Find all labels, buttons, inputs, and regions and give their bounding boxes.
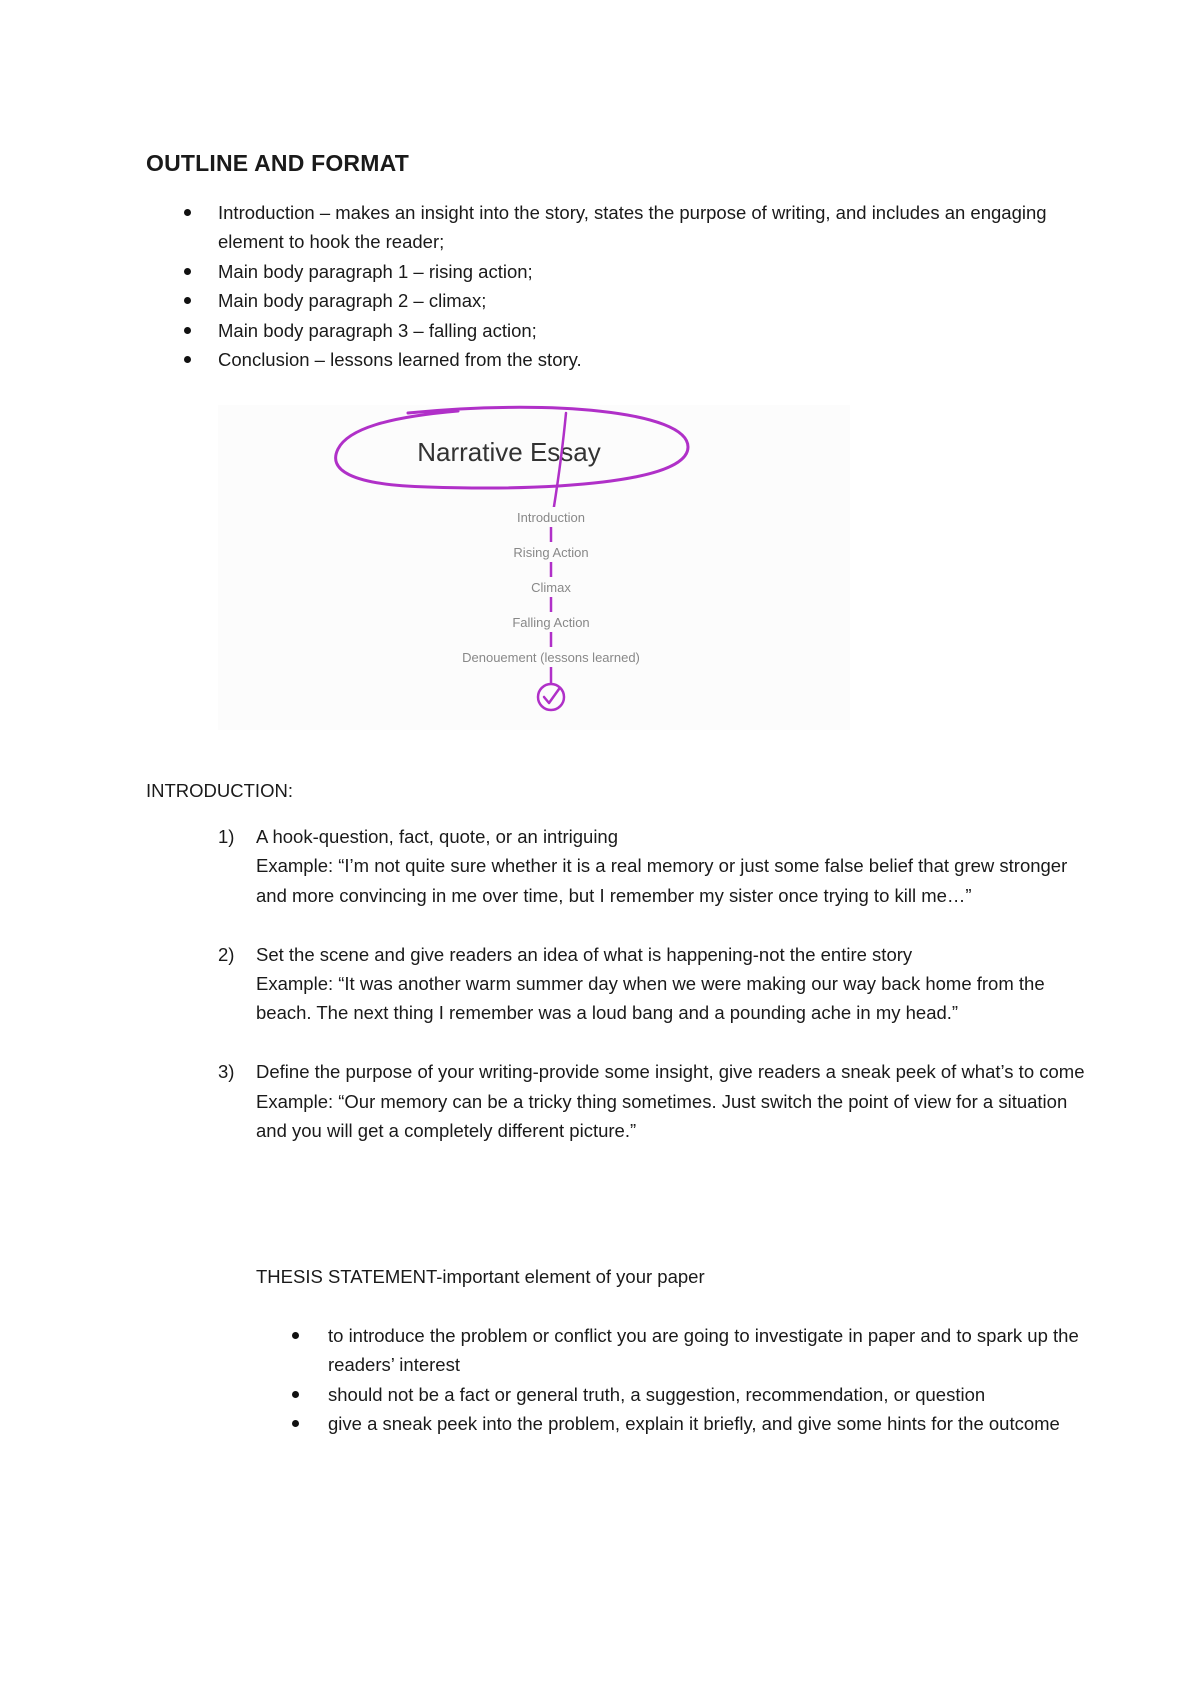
diagram-svg — [218, 405, 850, 730]
diagram-step: Rising Action — [513, 545, 589, 560]
list-item: to introduce the problem or conflict you are going to investigate in paper and to spark up the readers’ interest — [256, 1321, 1086, 1380]
narrative-essay-diagram — [218, 405, 850, 730]
thesis-title: THESIS STATEMENT-important element of your paper — [256, 1266, 705, 1287]
intro-list — [146, 822, 1086, 1175]
item-text: A hook-question, fact, quote, or an intriguing — [256, 826, 619, 847]
list-item: Conclusion – lessons learned from the story. — [146, 345, 1076, 374]
list-item: give a sneak peek into the problem, explain it briefly, and give some hints for the outcome — [256, 1409, 1086, 1438]
thesis-list — [256, 1321, 1086, 1439]
item-example: Example: “It was another warm summer day when we were making our way back home from the beach. The next thing I remember was a loud bang and a pounding ache in my head.” — [256, 973, 1045, 1024]
page-title: OUTLINE AND FORMAT — [146, 150, 409, 176]
item-number: 2) — [218, 943, 235, 965]
diagram-step: Climax — [531, 580, 571, 595]
item-example: Example: “Our memory can be a tricky thing sometimes. Just switch the point of view for a situation and you will get a completely different picture.” — [256, 1090, 1068, 1142]
item-number: 3) — [218, 1061, 235, 1083]
list-item: Main body paragraph 1 – rising action; — [146, 257, 1076, 286]
item-text: Define the purpose of your writing-provide some insight, give readers a sneak peek of what’s to come — [256, 1061, 1085, 1083]
list-item: Introduction – makes an insight into the story, states the purpose of writing, and includes an engaging element to hook the reader; — [146, 198, 1076, 257]
list-item: Main body paragraph 2 – climax; — [146, 286, 1076, 315]
diagram-step: Introduction — [517, 510, 585, 525]
list-item — [146, 1057, 1086, 1145]
check-circle-icon — [538, 684, 564, 710]
list-item — [146, 822, 1086, 910]
item-text: Set the scene and give readers an idea of what is happening-not the entire story — [256, 943, 913, 965]
section-label: INTRODUCTION: — [146, 780, 293, 801]
list-item: should not be a fact or general truth, a suggestion, recommendation, or question — [256, 1380, 1086, 1409]
list-item: Main body paragraph 3 – falling action; — [146, 316, 1076, 345]
diagram-title: Narrative Essay — [417, 437, 601, 467]
outline-list — [146, 198, 1076, 374]
thesis-section — [256, 1262, 1086, 1438]
list-item — [146, 940, 1086, 1028]
diagram-step: Denouement (lessons learned) — [462, 650, 640, 665]
diagram-step: Falling Action — [512, 615, 590, 630]
item-number: 1) — [218, 826, 235, 847]
item-example: Example: “I’m not quite sure whether it is a real memory or just some false belief that grew stronger and more convincing in me over time, but I remember my sister once trying to kill me…” — [256, 855, 1068, 906]
